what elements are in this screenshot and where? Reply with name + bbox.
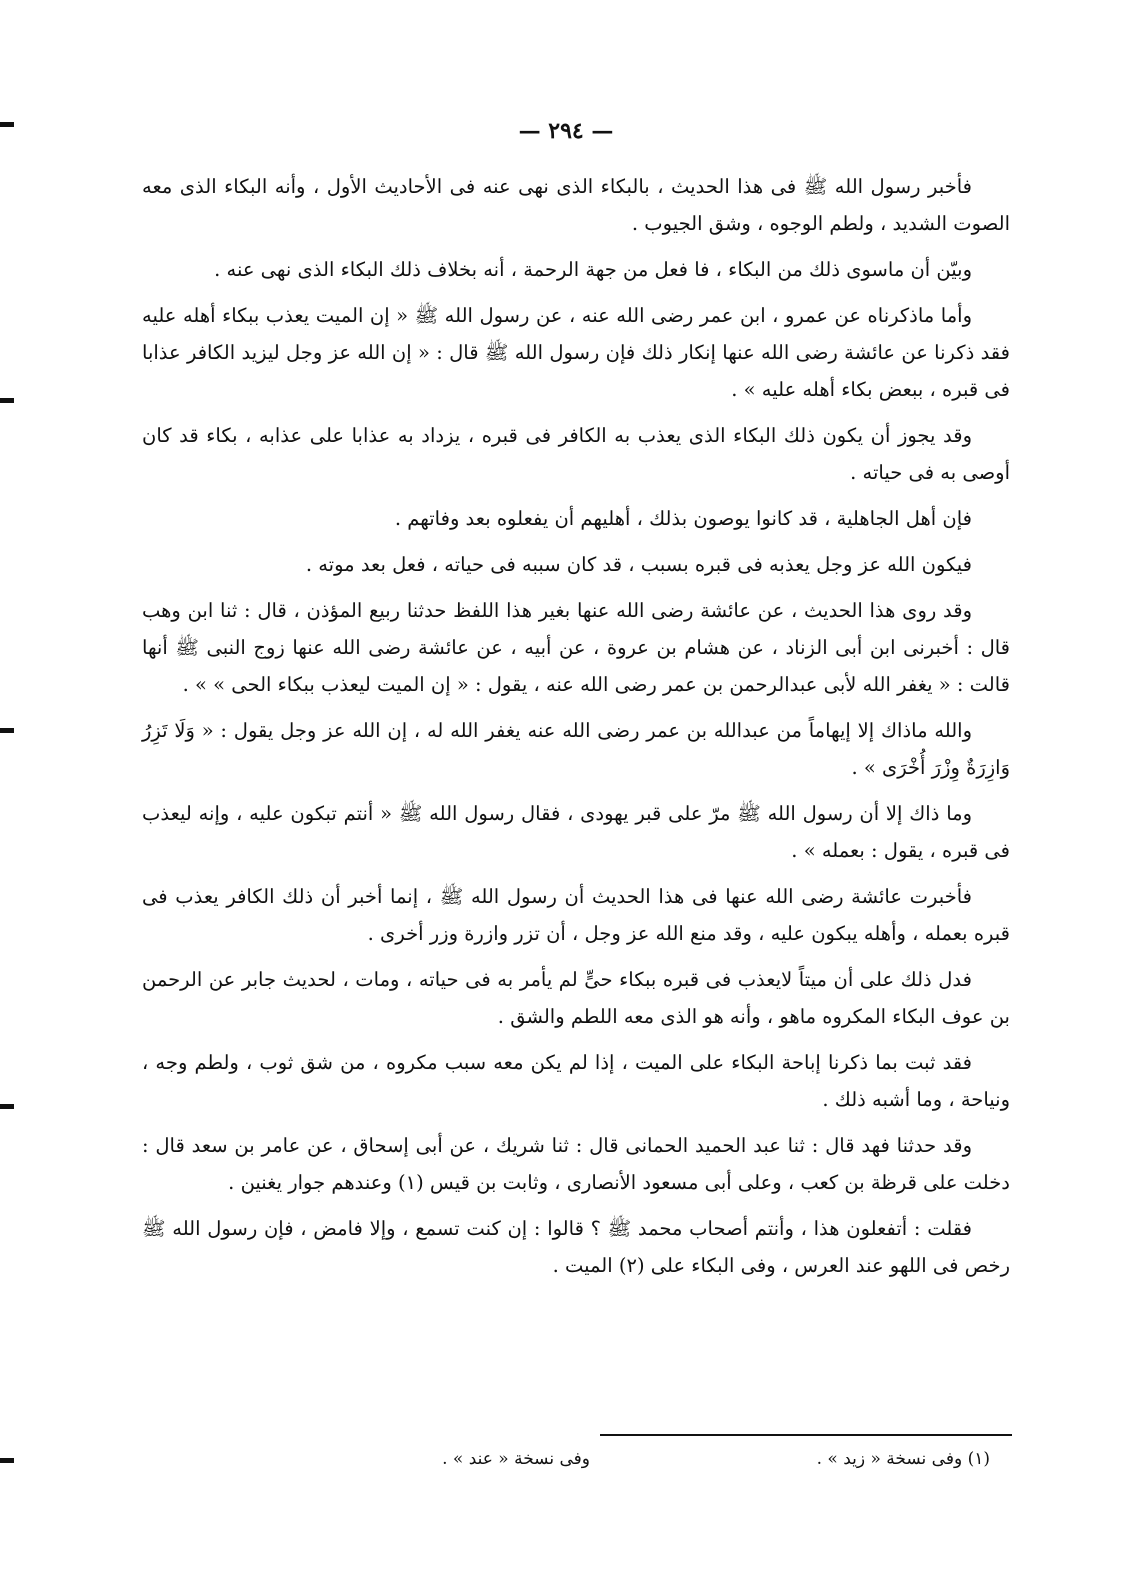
paragraph: فقلت : أتفعلون هذا ، وأنتم أصحاب محمد ﷺ ؟ قالوا : إن كنت تسمع ، وإلا فامض ، فإن رسول الله ﷺ رخص فى اللهو عند العرس ، وفى البكاء على (٢) الميت . [142,1217,1010,1277]
footnote-1: (١) وفى نسخة « زيد » . [816,1449,990,1469]
paragraph: وما ذاك إلا أن رسول الله ﷺ مرّ على قبر يهودى ، فقال رسول الله ﷺ « أنتم تبكون عليه ، وإنه ليعذب فى قبره ، يقول : بعمله » . [142,802,1010,862]
paragraph: وأما ماذكرناه عن عمرو ، ابن عمر رضى الله عنه ، عن رسول الله ﷺ « إن الميت يعذب ببكاء أهله عليه فقد ذكرنا عن عائشة رضى الله عنها إنكار ذلك فإن رسول الله ﷺ قال : « إن الله عز وجل ليزيد الكافر عذابا فى قبره ، ببعض بكاء أهله عليه » . [142,304,1010,401]
main-text [142,168,1010,1293]
margin-mark [0,398,14,403]
paragraph: وقد روى هذا الحديث ، عن عائشة رضى الله عنها بغير هذا اللفظ حدثنا ربيع المؤذن ، قال : ثنا ابن وهب قال : أخبرنى ابن أبى الزناد ، عن هشام بن عروة ، عن أبيه ، عن عائشة رضى الله عنها زوج النبى ﷺ أنها قالت : « يغفر الله لأبى عبدالرحمن بن عمر رضى الله عنه ، يقول : « إن الميت ليعذب ببكاء الحى » » . [142,599,1010,696]
paragraph: والله ماذاك إلا إيهاماً من عبدالله بن عمر رضى الله عنه يغفر الله له ، إن الله عز وجل يقول : « وَلَا تَزِرُ وَازِرَةٌ وِزْرَ أُخْرَى » . [142,719,1010,779]
page-number: — ٢٩٤ — [518,118,614,144]
margin-mark [0,1458,14,1463]
paragraph: فإن أهل الجاهلية ، قد كانوا يوصون بذلك ، أهليهم أن يفعلوه بعد وفاتهم . [394,507,972,530]
paragraph: فأخبرت عائشة رضى الله عنها فى هذا الحديث أن رسول الله ﷺ ، إنما أخبر أن ذلك الكافر يعذب فى قبره بعمله ، وأهله يبكون عليه ، وقد منع الله عز وجل ، أن تزر وازرة وزر أخرى . [142,885,1010,945]
paragraph: فيكون الله عز وجل يعذبه فى قبره بسبب ، قد كان سببه فى حياته ، فعل بعد موته . [305,553,972,576]
paragraph: وقد يجوز أن يكون ذلك البكاء الذى يعذب به الكافر فى قبره ، يزداد به عذابا على عذابه ، بكاء قد كان أوصى به فى حياته . [142,424,1010,484]
paragraph: وقد حدثنا فهد قال : ثنا عبد الحميد الحمانى قال : ثنا شريك ، عن أبى إسحاق ، عن عامر بن سعد قال : دخلت على قرظة بن كعب ، وعلى أبى مسعود الأنصارى ، وثابت بن قيس (١) وعندهم جوار يغنين . [142,1134,1010,1194]
paragraph: فدل ذلك على أن ميتاً لايعذب فى قبره ببكاء حىٍّ لم يأمر به فى حياته ، ومات ، لحديث جابر عن الرحمن بن عوف البكاء المكروه ماهو ، وأنه هو الذى معه اللطم والشق . [142,968,1010,1028]
paragraph: فقد ثبت بما ذكرنا إباحة البكاء على الميت ، إذا لم يكن معه سبب مكروه ، من شق ثوب ، ولطم وجه ، ونياحة ، وما أشبه ذلك . [142,1051,1010,1111]
paragraph: وبيّن أن ماسوى ذلك من البكاء ، فا فعل من جهة الرحمة ، أنه بخلاف ذلك البكاء الذى نهى عنه . [214,258,972,281]
margin-mark [0,1104,14,1109]
footnote-divider [600,1434,1012,1436]
footnote-2: وفى نسخة « عند » . [442,1449,590,1469]
margin-mark [0,728,14,733]
paragraph: فأخبر رسول الله ﷺ فى هذا الحديث ، بالبكاء الذى نهى عنه فى الأحاديث الأول ، وأنه البكاء الذى معه الصوت الشديد ، ولطم الوجوه ، وشق الجيوب . [142,175,1010,235]
